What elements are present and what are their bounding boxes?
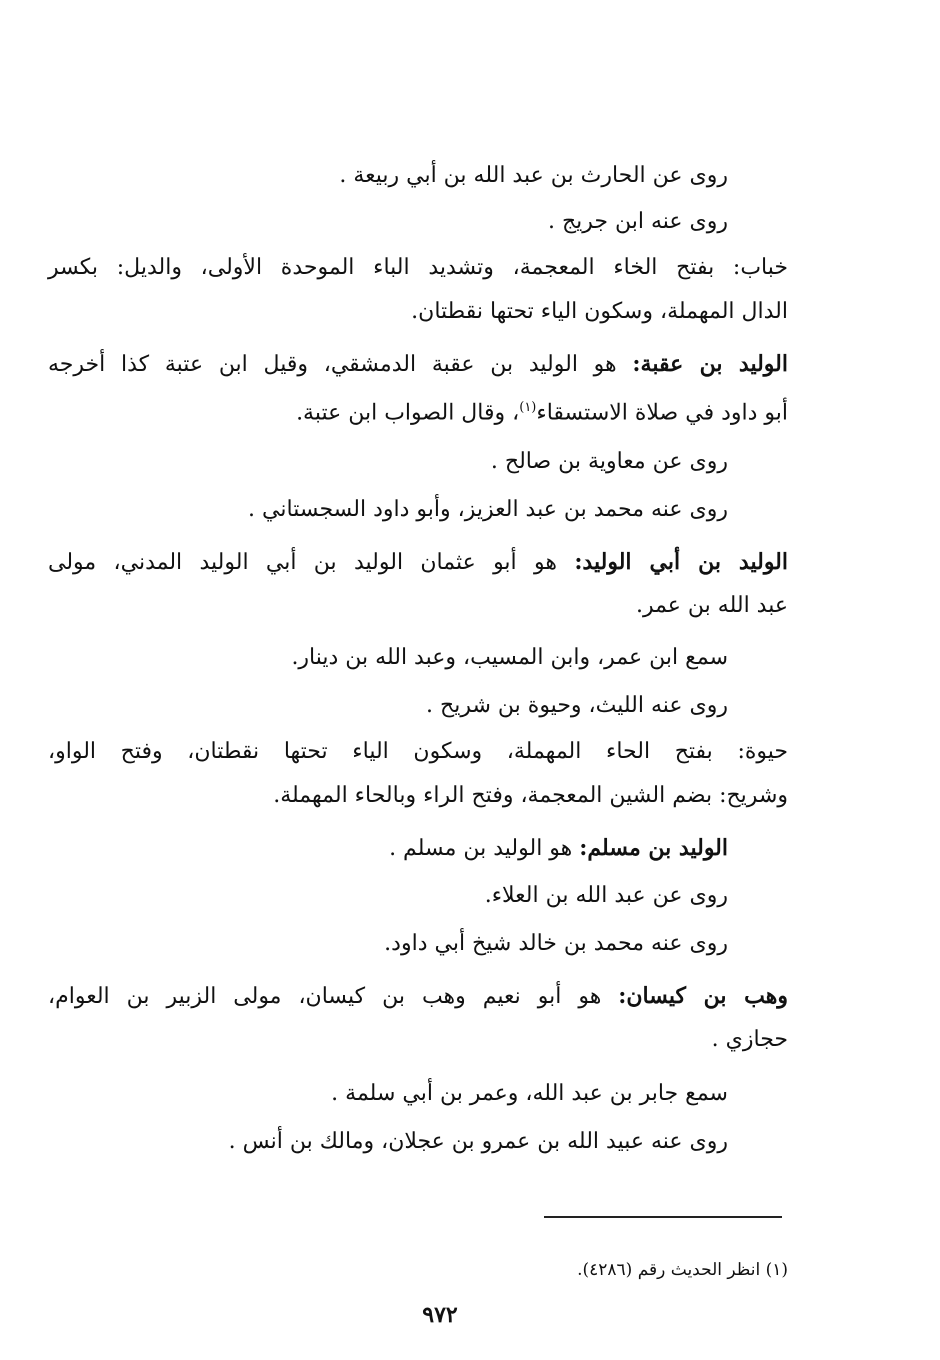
footnote-ref: (١) [519, 400, 537, 415]
text-line: روى عن معاوية بن صالح . [490, 449, 728, 474]
footnote-divider [544, 1216, 782, 1218]
page-number: ٩٧٢ [422, 1302, 458, 1328]
text-line: سمع جابر بن عبد الله، وعمر بن أبي سلمة . [331, 1081, 728, 1106]
entry-line: الوليد بن مسلم: هو الوليد بن مسلم . [389, 835, 728, 861]
text-line: وشريح: بضم الشين المعجمة، وفتح الراء وبالحاء المهملة. [273, 783, 788, 808]
entry-line: وهب بن كيسان: هو أبو نعيم وهب بن كيسان، مولى الزبير بن العوام، [48, 983, 788, 1009]
text-line: روى عنه ابن جريج . [547, 209, 728, 234]
entry-heading: الوليد بن مسلم: [579, 835, 728, 861]
text-line: أبو داود في صلاة الاستسقاء$^{(١)}$، وقال الصواب ابن عتبة. [296, 400, 788, 426]
text-line: الدال المهملة، وسكون الياء تحتها نقطتان. [411, 299, 788, 324]
text-line: روى عن الحارث بن عبد الله بن أبي ربيعة . [339, 163, 728, 188]
text-line: عبد الله بن عمر. [635, 593, 788, 618]
text-line: روى عنه محمد بن عبد العزيز، وأبو داود السجستاني . [248, 497, 728, 522]
entry-heading: وهب بن كيسان: [618, 983, 788, 1009]
text-line: سمع ابن عمر، وابن المسيب، وعبد الله بن دينار. [291, 645, 728, 670]
entry-line: الوليد بن أبي الوليد: هو أبو عثمان الوليد بن أبي الوليد المدني، مولى [48, 549, 789, 575]
footnote: (١) انظر الحديث رقم (٤٢٨٦). [577, 1260, 788, 1280]
text-line: روى عن عبد الله بن العلاء. [484, 883, 728, 908]
entry-heading: الوليد بن أبي الوليد: [574, 549, 789, 575]
text-line: روى عنه الليث، وحيوة بن شريح . [426, 693, 728, 718]
text-line: حيوة: بفتح الحاء المهملة، وسكون الياء تحتها نقطتان، وفتح الواو، [48, 739, 788, 764]
entry-heading: الوليد بن عقبة: [632, 351, 788, 377]
text-line: روى عنه عبيد الله بن عمرو بن عجلان، ومالك بن أنس . [228, 1129, 728, 1154]
text-line: روى عنه محمد بن خالد شيخ أبي داود. [384, 931, 728, 956]
entry-line: الوليد بن عقبة: هو الوليد بن عقبة الدمشقي، وقيل ابن عتبة كذا أخرجه [48, 351, 788, 377]
text-line: خباب: بفتح الخاء المعجمة، وتشديد الباء الموحدة الأولى، والديل: بكسر [48, 255, 788, 280]
text-line: حجازي . [711, 1027, 788, 1052]
